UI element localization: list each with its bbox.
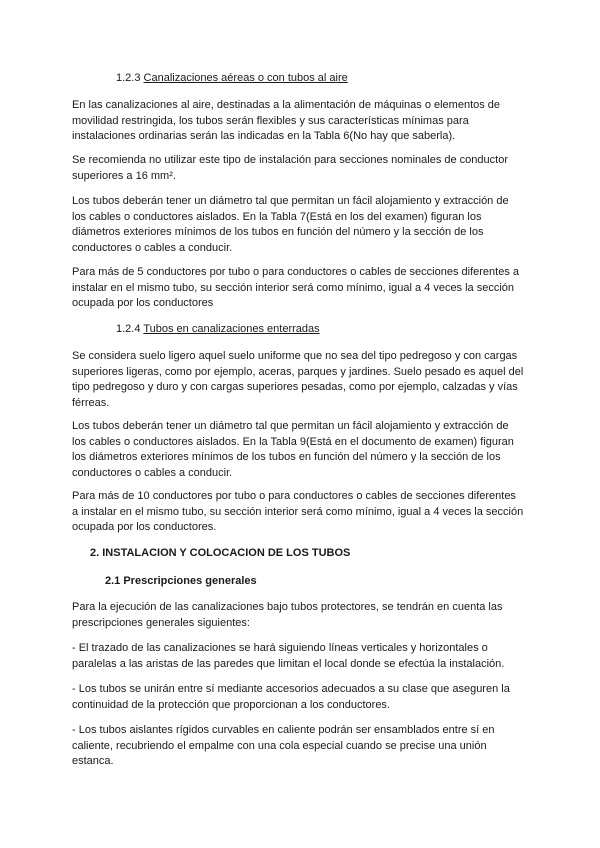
text-line: paralelas a las aristas de las paredes que limitan el local donde se efectúa la instalación. — [72, 657, 505, 670]
text-line: Se recomienda no utilizar este tipo de instalación para secciones nominales de conductor — [72, 154, 508, 166]
text-line: Se considera suelo ligero aquel suelo uniforme que no sea del tipo pedregoso y con cargas — [72, 350, 518, 362]
text-line: superiores ligeras, como por ejemplo, aceras, parques y jardines. Suelo pesado es aquel del — [72, 365, 524, 378]
text-line: ocupada por los conductores. — [72, 521, 217, 534]
section-title: Tubos en canalizaciones enterradas — [143, 323, 320, 335]
list-item — [72, 723, 532, 770]
text-line: movilidad restringida, los tubos serán flexibles y sus características mínimas para — [72, 114, 469, 127]
paragraph — [72, 153, 532, 184]
text-line: Para más de 5 conductores por tubo o para conductores o cables de secciones diferentes a — [72, 266, 519, 278]
section-heading-2: 2. INSTALACION Y COLOCACION DE LOS TUBOS — [90, 547, 351, 559]
paragraph — [72, 194, 532, 256]
section-number: 1.2.4 — [116, 323, 141, 335]
text-line: superiores a 16 mm². — [72, 169, 176, 182]
text-line: - Los tubos aislantes rígidos curvables en caliente podrán ser ensamblados entre sí en — [72, 724, 495, 736]
text-line: prescripciones generales siguientes: — [72, 616, 250, 629]
text-line: instalaciones ordinarias serán las indicadas en la Tabla 6(No hay que saberla). — [72, 130, 456, 143]
section-heading-2-1: 2.1 Prescripciones generales — [105, 575, 257, 587]
text-line: los diámetros exteriores mínimos de los tubos en función del número y la sección de los — [72, 451, 501, 464]
paragraph — [72, 98, 532, 145]
text-line: tipo pedregoso y duro y con cargas superiores pesadas, como por ejemplo, calzadas y vías — [72, 381, 518, 394]
section-number: 1.2.3 — [116, 72, 141, 84]
text-line: conductores o cables a conducir. — [72, 241, 233, 254]
text-line: férreas. — [72, 396, 110, 409]
text-line: continuidad de la protección que proporcionan a los conductores. — [72, 698, 390, 711]
text-line: Los tubos deberán tener un diámetro tal que permitan un fácil alojamiento y extracción de — [72, 420, 509, 432]
text-line: Los tubos deberán tener un diámetro tal que permitan un fácil alojamiento y extracción de — [72, 195, 509, 207]
text-line: diámetros exteriores mínimos de los tubos en función del número y la sección de los — [72, 226, 484, 239]
list-item — [72, 682, 532, 713]
section-heading-1-2-3 — [116, 71, 348, 87]
text-line: ocupada por los conductores — [72, 297, 214, 310]
list-item — [72, 641, 532, 672]
text-line: los cables o conductores aislados. En la Tabla 9(Está en el documento de examen) figuran — [72, 435, 514, 448]
text-line: En las canalizaciones al aire, destinadas a la alimentación de máquinas o elementos de — [72, 99, 501, 111]
text-line: - El trazado de las canalizaciones se hará siguiendo líneas verticales y horizontales o — [72, 642, 488, 654]
section-heading-1-2-4 — [116, 322, 320, 338]
text-line: los cables o conductores aislados. En la Tabla 7(Está en los del examen) figuran los — [72, 210, 482, 223]
text-line: - Los tubos se unirán entre sí mediante accesorios adecuados a su clase que aseguren la — [72, 683, 510, 695]
paragraph — [72, 265, 532, 312]
text-line: Para la ejecución de las canalizaciones bajo tubos protectores, se tendrán en cuenta las — [72, 601, 503, 613]
text-line: Para más de 10 conductores por tubo o para conductores o cables de secciones diferentes — [72, 490, 516, 502]
text-line: instalar en el mismo tubo, su sección interior será como mínimo, igual a 4 veces la sección — [72, 281, 515, 294]
paragraph — [72, 349, 532, 411]
paragraph — [72, 600, 532, 631]
text-line: estanca. — [72, 755, 114, 768]
section-title: Canalizaciones aéreas o con tubos al aire — [143, 72, 348, 84]
text-line: conductores o cables a conducir. — [72, 466, 233, 479]
paragraph — [72, 489, 532, 536]
text-line: a instalar en el mismo tubo, su sección interior será como mínimo, igual a 4 veces la sección — [72, 505, 524, 518]
paragraph — [72, 419, 532, 481]
text-line: caliente, recubriendo el empalme con una cola especial cuando se precise una unión — [72, 739, 487, 752]
